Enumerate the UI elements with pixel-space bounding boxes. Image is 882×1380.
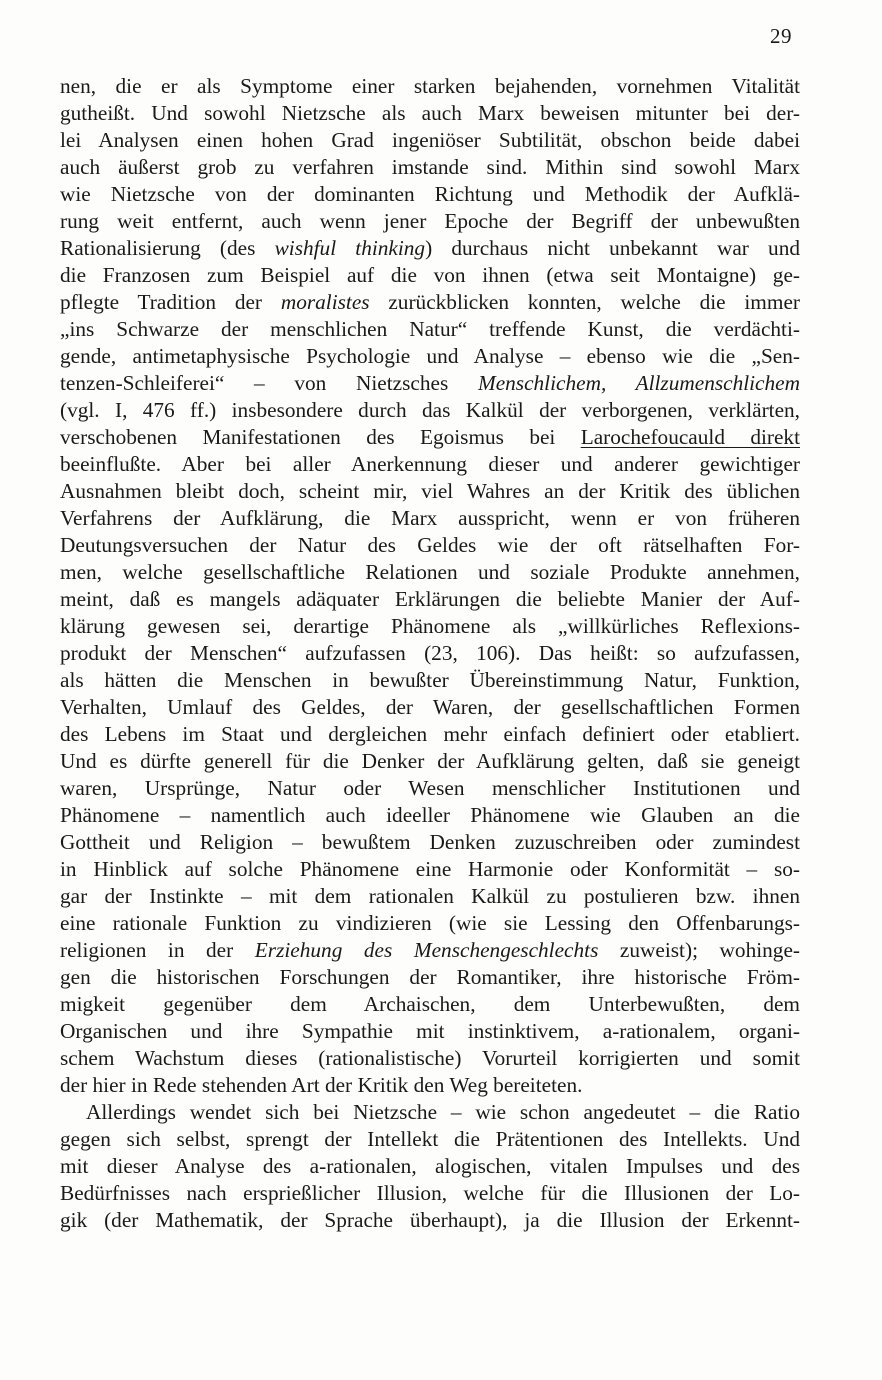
text-segment: mit dieser Analyse des a-rationalen, alogischen, vitalen Impulses und des [60, 1154, 800, 1178]
text-line [60, 964, 800, 991]
text-segment: zuweist); wohinge- [598, 938, 800, 962]
text-segment: rung weit entfernt, auch wenn jener Epoche der Begriff der unbewußten [60, 209, 800, 233]
text-segment: verschobenen Manifestationen des Egoismus bei [60, 425, 581, 449]
text-line [60, 775, 800, 802]
italic-text: Menschlichem, Allzumenschlichem [477, 371, 800, 395]
text-line [60, 1045, 800, 1072]
text-segment: Rationalisierung (des [60, 236, 275, 260]
text-line [60, 883, 800, 910]
text-line [60, 505, 800, 532]
text-segment: des Lebens im Staat und dergleichen mehr einfach definiert oder etabliert. [60, 722, 800, 746]
text-segment: zurückblicken konnten, welche die immer [369, 290, 800, 314]
text-segment: klärung gewesen sei, derartige Phänomene als „willkürliches Reflexions- [60, 614, 800, 638]
text-segment: Gottheit und Religion – bewußtem Denken zuzuschreiben oder zumindest [60, 830, 800, 854]
text-segment: migkeit gegenüber dem Archaischen, dem Unterbewußten, dem [60, 992, 800, 1016]
text-line [60, 667, 800, 694]
text-segment: men, welche gesellschaftliche Relationen und soziale Produkte annehmen, [60, 560, 800, 584]
text-segment: produkt der Menschen“ aufzufassen (23, 106). Das heißt: so aufzufassen, [60, 641, 800, 665]
text-segment: der hier in Rede stehenden Art der Kritik den Weg bereiteten. [60, 1073, 583, 1097]
text-line [60, 613, 800, 640]
text-segment: beeinflußte. Aber bei aller Anerkennung dieser und anderer gewichtiger [60, 452, 800, 476]
page-number: 29 [770, 24, 792, 48]
text-line [60, 154, 800, 181]
text-line [60, 559, 800, 586]
text-line [60, 586, 800, 613]
text-segment: „ins Schwarze der menschlichen Natur“ treffende Kunst, die verdächti- [60, 317, 800, 341]
text-line [60, 1099, 800, 1126]
text-segment: gik (der Mathematik, der Sprache überhaupt), ja die Illusion der Erkennt- [60, 1208, 800, 1232]
text-segment: Allerdings wendet sich bei Nietzsche – wie schon angedeutet – die Ratio [86, 1100, 800, 1124]
text-line [60, 451, 800, 478]
text-line [60, 343, 800, 370]
text-line [60, 262, 800, 289]
text-segment: meint, daß es mangels adäquater Erklärungen die beliebte Manier der Auf- [60, 587, 800, 611]
text-segment: als hätten die Menschen in bewußter Übereinstimmung Natur, Funktion, [60, 668, 800, 692]
text-segment: gar der Instinkte – mit dem rationalen Kalkül zu postulieren bzw. ihnen [60, 884, 800, 908]
text-line [60, 532, 800, 559]
text-line [60, 1153, 800, 1180]
text-line [60, 1072, 800, 1099]
italic-text: Erziehung des Menschengeschlechts [254, 938, 599, 962]
text-line [60, 316, 800, 343]
text-segment: tenzen-Schleiferei“ – von Nietzsches [60, 371, 478, 395]
text-line [60, 802, 800, 829]
text-segment: Ausnahmen bleibt doch, scheint mir, viel Wahres an der Kritik des üblichen [60, 479, 800, 503]
text-segment: die Franzosen zum Beispiel auf die von ihnen (etwa seit Montaigne) ge- [60, 263, 800, 287]
text-line [60, 235, 800, 262]
text-line [60, 829, 800, 856]
text-segment: ) durchaus nicht unbekannt war und [425, 236, 800, 260]
text-segment: lei Analysen einen hohen Grad ingeniöser Subtilität, obschon beide dabei [60, 128, 800, 152]
text-segment: Bedürfnisses nach ersprießlicher Illusion, welche für die Illusionen der Lo- [60, 1181, 800, 1205]
text-line [60, 289, 800, 316]
text-segment: Deutungsversuchen der Natur des Geldes wie der oft rätselhaften For- [60, 533, 800, 557]
text-segment: gende, antimetaphysische Psychologie und Analyse – ebenso wie die „Sen- [60, 344, 800, 368]
text-line [60, 127, 800, 154]
text-line [60, 424, 800, 451]
text-segment: in Hinblick auf solche Phänomene eine Harmonie oder Konformität – so- [60, 857, 800, 881]
text-line [60, 910, 800, 937]
text-segment: wie Nietzsche von der dominanten Richtung und Methodik der Aufklä- [60, 182, 800, 206]
text-segment: (vgl. I, 476 ff.) insbesondere durch das Kalkül der verborgenen, verklärten, [60, 398, 800, 422]
text-segment: Phänomene – namentlich auch ideeller Phänomene wie Glauben an die [60, 803, 800, 827]
text-line [60, 1018, 800, 1045]
text-line [60, 694, 800, 721]
body-text [60, 73, 800, 1234]
text-segment: waren, Ursprünge, Natur oder Wesen menschlicher Institutionen und [60, 776, 800, 800]
text-segment: auch äußerst grob zu verfahren imstande sind. Mithin sind sowohl Marx [60, 155, 800, 179]
text-line [60, 1126, 800, 1153]
text-line [60, 991, 800, 1018]
text-segment: religionen in der [60, 938, 255, 962]
text-segment: Verhalten, Umlauf des Geldes, der Waren, der gesellschaftlichen Formen [60, 695, 800, 719]
text-segment: eine rationale Funktion zu vindizieren (wie sie Lessing den Offenbarungs- [60, 911, 800, 935]
text-segment: nen, die er als Symptome einer starken bejahenden, vornehmen Vitalität [60, 74, 800, 98]
text-segment: schem Wachstum dieses (rationalistische) Vorurteil korrigierten und somit [60, 1046, 800, 1070]
text-line [60, 721, 800, 748]
text-segment: gegen sich selbst, sprengt der Intellekt die Prätentionen des Intellekts. Und [60, 1127, 800, 1151]
text-segment: gutheißt. Und sowohl Nietzsche als auch Marx beweisen mitunter bei der- [60, 101, 800, 125]
text-segment: gen die historischen Forschungen der Romantiker, ihre historische Fröm- [60, 965, 800, 989]
text-segment: Und es dürfte generell für die Denker der Aufklärung gelten, daß sie geneigt [60, 749, 800, 773]
text-line [60, 370, 800, 397]
underlined-text: Larochefoucauld direkt [580, 425, 801, 449]
text-line [60, 73, 800, 100]
text-line [60, 208, 800, 235]
text-line [60, 181, 800, 208]
text-line [60, 100, 800, 127]
text-line [60, 1180, 800, 1207]
text-segment: pflegte Tradition der [60, 290, 281, 314]
text-line [60, 856, 800, 883]
text-line [60, 1207, 800, 1234]
text-line [60, 748, 800, 775]
text-line [60, 937, 800, 964]
text-segment: Verfahrens der Aufklärung, die Marx ausspricht, wenn er von früheren [60, 506, 800, 530]
text-line [60, 640, 800, 667]
italic-text: wishful thinking [274, 236, 426, 260]
italic-text: moralistes [280, 290, 370, 314]
text-line [60, 478, 800, 505]
text-line [60, 397, 800, 424]
text-segment: Organischen und ihre Sympathie mit instinktivem, a-rationalem, organi- [60, 1019, 800, 1043]
